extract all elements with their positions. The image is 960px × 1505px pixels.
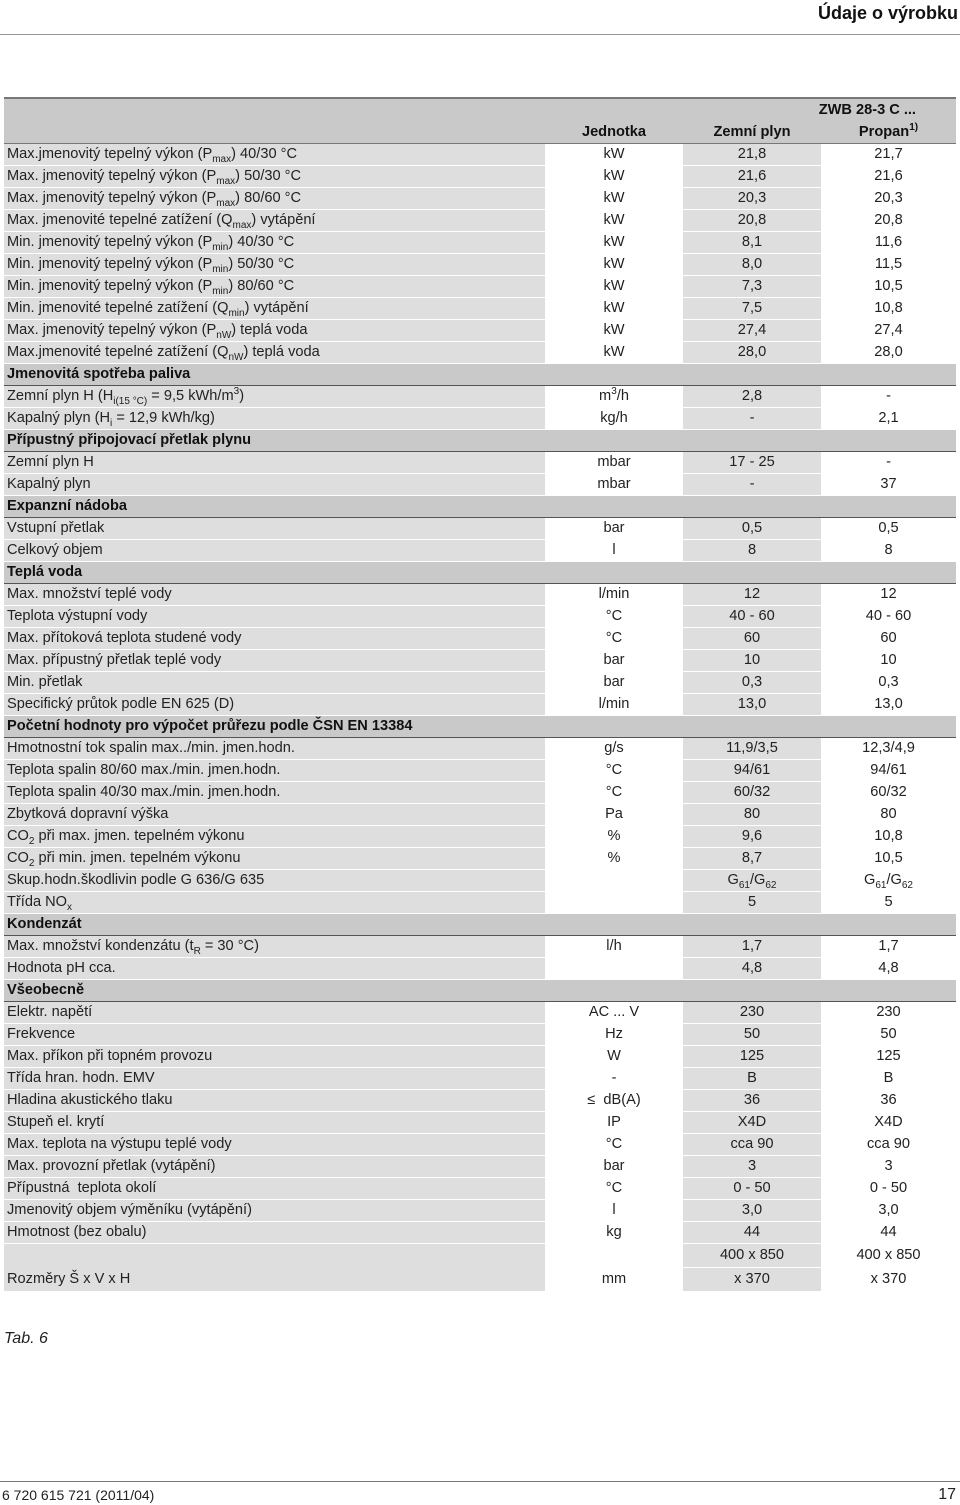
row-unit: % (545, 826, 683, 848)
section-header-row (4, 980, 956, 1002)
row-propan-value: 0,5 (821, 518, 956, 540)
row-gas-value: 125 (683, 1046, 821, 1068)
table-row (4, 892, 956, 914)
row-propan-value: B (821, 1068, 956, 1090)
row-gas-value: 5 (683, 892, 821, 914)
row-gas-value: 7,5 (683, 298, 821, 320)
section-title: Početní hodnoty pro výpočet průřezu podle ČSN EN 13384 (4, 716, 956, 738)
row-label: Zbytková dopravní výška (4, 804, 545, 826)
section-header-row (4, 496, 956, 518)
table-caption: Tab. 6 (4, 1330, 48, 1347)
row-label: Teplota spalin 80/60 max./min. jmen.hodn. (4, 760, 545, 782)
section-title: Kondenzát (4, 914, 956, 936)
row-unit: AC ... V (545, 1002, 683, 1024)
row-unit: l/h (545, 936, 683, 958)
row-unit: kW (545, 166, 683, 188)
row-gas-value: 11,9/3,5 (683, 738, 821, 760)
table-row (4, 452, 956, 474)
row-gas-value: 0 - 50 (683, 1178, 821, 1200)
row-unit: °C (545, 1178, 683, 1200)
row-gas-value: 10 (683, 650, 821, 672)
section-title: Přípustný připojovací přetlak plynu (4, 430, 956, 452)
table-row (4, 1112, 956, 1134)
section-header-row (4, 562, 956, 584)
table-row (4, 1134, 956, 1156)
row-propan-value: 13,0 (821, 694, 956, 716)
row-unit (545, 958, 683, 980)
row-propan-value: 50 (821, 1024, 956, 1046)
table-row (4, 518, 956, 540)
row-unit: bar (545, 650, 683, 672)
table-row (4, 276, 956, 298)
row-propan-value: 0 - 50 (821, 1178, 956, 1200)
row-label: Zemní plyn H (4, 452, 545, 474)
row-unit: l (545, 1200, 683, 1222)
row-unit: kg (545, 1222, 683, 1244)
row-label: $CO_2$ při min. jmen. tepelném výkonu (4, 848, 545, 870)
row-unit: kW (545, 320, 683, 342)
row-unit (545, 870, 683, 892)
row-gas-value: 4,8 (683, 958, 821, 980)
row-propan-value: 28,0 (821, 342, 956, 364)
row-propan-value: 5 (821, 892, 956, 914)
row-label: Kapalný plyn (4, 474, 545, 496)
row-propan-value: 12 (821, 584, 956, 606)
row-label: Elektr. napětí (4, 1002, 545, 1024)
row-label: Hmotnost (bez obalu) (4, 1222, 545, 1244)
row-label: Min. přetlak (4, 672, 545, 694)
row-propan-value: 3 (821, 1156, 956, 1178)
row-unit: kg/h (545, 408, 683, 430)
row-gas-value: 3,0 (683, 1200, 821, 1222)
row-label: Max.jmenovité tepelné zatížení $(Q_{nW})$ teplá voda (4, 342, 545, 364)
row-label: Teplota výstupní vody (4, 606, 545, 628)
table-row (4, 1002, 956, 1024)
row-gas-value: 8,7 (683, 848, 821, 870)
row-gas-value: 80 (683, 804, 821, 826)
row-propan-value: 94/61 (821, 760, 956, 782)
row-gas-value: 8 (683, 540, 821, 562)
table-row (4, 232, 956, 254)
header-divider (0, 34, 960, 35)
row-label: Hodnota pH cca. (4, 958, 545, 980)
row-label: Max. provozní přetlak (vytápění) (4, 1156, 545, 1178)
row-gas-value: 230 (683, 1002, 821, 1024)
row-label: Min. jmenovité tepelné zatížení $(Q_{min})$ vytápění (4, 298, 545, 320)
row-unit: l (545, 540, 683, 562)
row-label: Max. příkon při topném provozu (4, 1046, 545, 1068)
row-unit: mbar (545, 452, 683, 474)
row-unit: mm (545, 1268, 683, 1292)
table-row (4, 1156, 956, 1178)
table-row (4, 628, 956, 650)
row-unit: l/min (545, 584, 683, 606)
row-label: Max. jmenovité tepelné zatížení $(Q_{max})$ vytápění (4, 210, 545, 232)
row-propan-value: 1,7 (821, 936, 956, 958)
row-gas-value: 28,0 (683, 342, 821, 364)
row-gas-value: 40 - 60 (683, 606, 821, 628)
row-unit: W (545, 1046, 683, 1068)
row-unit: kW (545, 210, 683, 232)
table-row (4, 342, 956, 364)
row-propan-value: 8 (821, 540, 956, 562)
row-label: Přípustná teplota okolí (4, 1178, 545, 1200)
row-propan-value: x 370 (821, 1268, 956, 1292)
row-gas-value: 50 (683, 1024, 821, 1046)
row-gas-value: X4D (683, 1112, 821, 1134)
row-unit: °C (545, 782, 683, 804)
row-label: Max. jmenovitý tepelný výkon $(P_{nW})$ teplá voda (4, 320, 545, 342)
row-unit: Hz (545, 1024, 683, 1046)
row-gas-value: 36 (683, 1090, 821, 1112)
table-row (4, 1178, 956, 1200)
section-header-row (4, 914, 956, 936)
table-row (4, 870, 956, 892)
less-or-equal-icon: ≤ (587, 1092, 596, 1108)
row-gas-value: 7,3 (683, 276, 821, 298)
table-row (4, 650, 956, 672)
row-propan-value: 44 (821, 1222, 956, 1244)
row-propan-value: 60/32 (821, 782, 956, 804)
row-gas-value: 44 (683, 1222, 821, 1244)
row-gas-value: 0,5 (683, 518, 821, 540)
row-propan-value: 0,3 (821, 672, 956, 694)
table-row (4, 188, 956, 210)
row-gas-value: 0,3 (683, 672, 821, 694)
row-unit: kW (545, 144, 683, 166)
row-label: Jmenovitý objem výměníku (vytápění) (4, 1200, 545, 1222)
row-propan-value: cca 90 (821, 1134, 956, 1156)
section-title: Jmenovitá spotřeba paliva (4, 364, 956, 386)
row-gas-value: 21,6 (683, 166, 821, 188)
row-gas-value: - (683, 408, 821, 430)
row-label: Zemní plyn H ($H_{i(15 ^\circ C)} = 9,5$ kWh/$m^3$) (4, 386, 545, 408)
table-row (4, 320, 956, 342)
footer-divider (0, 1481, 960, 1482)
table-row (4, 540, 956, 562)
row-propan-value: 4,8 (821, 958, 956, 980)
row-label: Hladina akustického tlaku (4, 1090, 545, 1112)
row-label: Vstupní přetlak (4, 518, 545, 540)
page-number: 17 (938, 1486, 956, 1503)
row-label: Max. jmenovitý tepelný výkon $(P_{max})$ 50/30 °C (4, 166, 545, 188)
table-row (4, 1068, 956, 1090)
row-label: Min. jmenovitý tepelný výkon $(P_{min})$ 50/30 °C (4, 254, 545, 276)
row-propan-value: 10,8 (821, 298, 956, 320)
table-row (4, 1090, 956, 1112)
table-row (4, 738, 956, 760)
table-row (4, 782, 956, 804)
row-label: $CO_2$ při max. jmen. tepelném výkonu (4, 826, 545, 848)
row-label: Frekvence (4, 1024, 545, 1046)
column-header-propan: Propan$^{1)}$ (821, 121, 956, 144)
row-gas-value: - (683, 474, 821, 496)
row-propan-value: 80 (821, 804, 956, 826)
row-unit: Pa (545, 804, 683, 826)
row-gas-value: $G_{61}/G_{62}$ (683, 870, 821, 892)
row-label: Teplota spalin 40/30 max./min. jmen.hodn. (4, 782, 545, 804)
table-row (4, 408, 956, 430)
row-propan-value: 10,8 (821, 826, 956, 848)
row-unit: kW (545, 276, 683, 298)
product-data-table (4, 97, 956, 1292)
row-unit: $m^3/h$ (545, 386, 683, 408)
row-gas-value: 20,3 (683, 188, 821, 210)
table-row (4, 1222, 956, 1244)
row-gas-value: 9,6 (683, 826, 821, 848)
table-row (4, 1024, 956, 1046)
row-unit: % (545, 848, 683, 870)
table-row (4, 210, 956, 232)
row-propan-value: 10,5 (821, 848, 956, 870)
row-label: Max. množství teplé vody (4, 584, 545, 606)
row-gas-value: 8,0 (683, 254, 821, 276)
row-unit: kW (545, 232, 683, 254)
section-title: Expanzní nádoba (4, 496, 956, 518)
row-unit: l/min (545, 694, 683, 716)
row-propan-value: 37 (821, 474, 956, 496)
table-row (4, 760, 956, 782)
row-gas-value: 60 (683, 628, 821, 650)
table-row (4, 254, 956, 276)
table-row (4, 386, 956, 408)
row-gas-value: cca 90 (683, 1134, 821, 1156)
row-unit: bar (545, 1156, 683, 1178)
row-propan-value: 20,3 (821, 188, 956, 210)
row-unit: °C (545, 1134, 683, 1156)
table-row (4, 958, 956, 980)
row-propan-value: - (821, 452, 956, 474)
row-propan-value: 60 (821, 628, 956, 650)
row-unit: bar (545, 672, 683, 694)
table-row (4, 584, 956, 606)
row-gas-value: 94/61 (683, 760, 821, 782)
row-gas-value: 8,1 (683, 232, 821, 254)
row-propan-value: X4D (821, 1112, 956, 1134)
row-label: Specifický průtok podle EN 625 (D) (4, 694, 545, 716)
table-row (4, 804, 956, 826)
table-row (4, 1244, 956, 1268)
table-row (4, 1268, 956, 1292)
model-name: ZWB 28-3 C ... (683, 98, 956, 121)
table-row (4, 826, 956, 848)
table-row (4, 144, 956, 166)
table-row (4, 1200, 956, 1222)
row-propan-value: 21,7 (821, 144, 956, 166)
table-row (4, 694, 956, 716)
row-unit: kW (545, 188, 683, 210)
page-section-title: Údaje o výrobku (817, 3, 958, 23)
table-row (4, 672, 956, 694)
row-gas-value: 17 - 25 (683, 452, 821, 474)
row-gas-value: B (683, 1068, 821, 1090)
row-gas-value: x 370 (683, 1268, 821, 1292)
section-header-row (4, 716, 956, 738)
row-gas-value: 12 (683, 584, 821, 606)
table-header-row (4, 121, 956, 144)
row-label: Celkový objem (4, 540, 545, 562)
row-gas-value: 21,8 (683, 144, 821, 166)
row-unit: - (545, 1068, 683, 1090)
row-propan-value: 27,4 (821, 320, 956, 342)
row-label: Max. přítoková teplota studené vody (4, 628, 545, 650)
row-propan-value: 11,6 (821, 232, 956, 254)
row-label: Skup.hodn.škodlivin podle G 636/G 635 (4, 870, 545, 892)
row-unit: ≤ dB(A) (545, 1090, 683, 1112)
row-unit: °C (545, 628, 683, 650)
row-unit: kW (545, 342, 683, 364)
section-header-row (4, 430, 956, 452)
row-label: Min. jmenovitý tepelný výkon $(P_{min})$ 40/30 °C (4, 232, 545, 254)
row-propan-value: 2,1 (821, 408, 956, 430)
row-label: Max. množství kondenzátu ($t_R = 30$ °C) (4, 936, 545, 958)
row-unit (545, 892, 683, 914)
column-header-gas: Zemní plyn (683, 121, 821, 144)
row-label: Max. teplota na výstupu teplé vody (4, 1134, 545, 1156)
row-propan-value: 36 (821, 1090, 956, 1112)
row-unit: kW (545, 298, 683, 320)
row-gas-value: 400 x 850 (683, 1244, 821, 1268)
row-propan-value: $G_{61}/G_{62}$ (821, 870, 956, 892)
row-propan-value: 10 (821, 650, 956, 672)
section-title: Všeobecně (4, 980, 956, 1002)
row-gas-value: 3 (683, 1156, 821, 1178)
row-label: Max.jmenovitý tepelný výkon $(P_{max})$ 40/30 °C (4, 144, 545, 166)
row-label: Rozměry Š x V x H (4, 1268, 545, 1292)
row-propan-value: 3,0 (821, 1200, 956, 1222)
table-row (4, 474, 956, 496)
row-propan-value: 125 (821, 1046, 956, 1068)
row-propan-value: 400 x 850 (821, 1244, 956, 1268)
row-label: Max. jmenovitý tepelný výkon $(P_{max})$ 80/60 °C (4, 188, 545, 210)
row-propan-value: 21,6 (821, 166, 956, 188)
row-unit: °C (545, 606, 683, 628)
row-propan-value: 230 (821, 1002, 956, 1024)
row-label: Stupeň el. krytí (4, 1112, 545, 1134)
row-unit: g/s (545, 738, 683, 760)
table-row (4, 298, 956, 320)
document-number: 6 720 615 721 (2011/04) (2, 1487, 155, 1503)
row-unit: kW (545, 254, 683, 276)
row-propan-value: 12,3/4,9 (821, 738, 956, 760)
row-gas-value: 27,4 (683, 320, 821, 342)
table-row (4, 1046, 956, 1068)
row-gas-value: 2,8 (683, 386, 821, 408)
table-row (4, 606, 956, 628)
row-label: Třída $NO_x$ (4, 892, 545, 914)
row-propan-value: 40 - 60 (821, 606, 956, 628)
row-label: Min. jmenovitý tepelný výkon $(P_{min})$ 80/60 °C (4, 276, 545, 298)
section-header-row (4, 364, 956, 386)
row-propan-value: 11,5 (821, 254, 956, 276)
row-unit: mbar (545, 474, 683, 496)
row-unit: °C (545, 760, 683, 782)
row-gas-value: 20,8 (683, 210, 821, 232)
row-gas-value: 1,7 (683, 936, 821, 958)
row-unit: IP (545, 1112, 683, 1134)
row-label: Hmotnostní tok spalin max../min. jmen.hodn. (4, 738, 545, 760)
row-propan-value: 10,5 (821, 276, 956, 298)
table-row (4, 848, 956, 870)
row-gas-value: 13,0 (683, 694, 821, 716)
section-title: Teplá voda (4, 562, 956, 584)
column-header-unit: Jednotka (545, 121, 683, 144)
row-gas-value: 60/32 (683, 782, 821, 804)
row-label: Třída hran. hodn. EMV (4, 1068, 545, 1090)
row-unit: bar (545, 518, 683, 540)
row-propan-value: - (821, 386, 956, 408)
row-label: Max. přípustný přetlak teplé vody (4, 650, 545, 672)
row-label: Kapalný plyn ($H_i = 12,9$ kWh/kg) (4, 408, 545, 430)
table-row (4, 936, 956, 958)
table-row (4, 166, 956, 188)
row-propan-value: 20,8 (821, 210, 956, 232)
table-header-row (4, 98, 956, 121)
